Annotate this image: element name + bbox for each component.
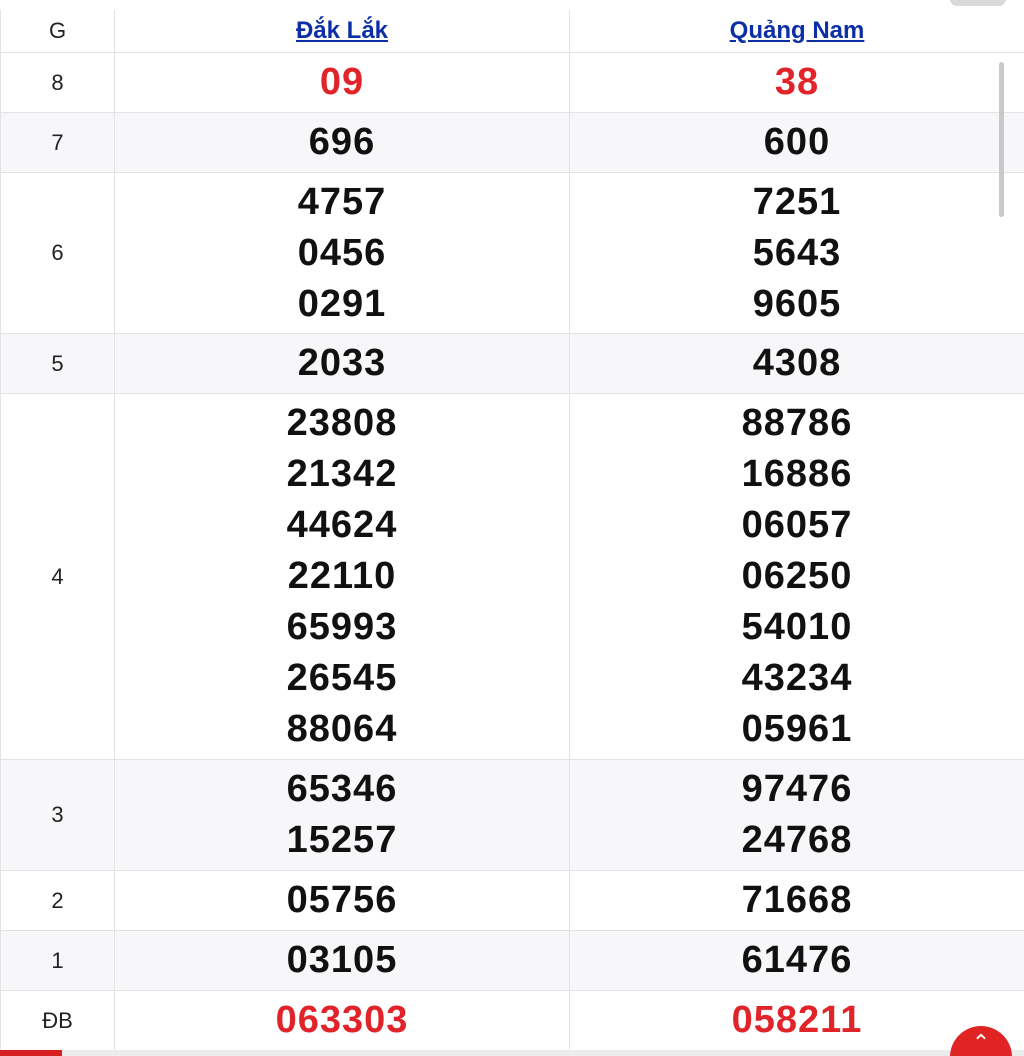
result-number: 9605 [752,282,842,325]
result-number: 0456 [297,231,387,274]
province-header-dak-lak [115,9,570,53]
prize-label: 8 [51,69,64,95]
result-number-list [570,398,1024,755]
result-number-list [115,117,569,168]
prize-label: 5 [51,350,64,376]
result-number: 22110 [287,555,397,597]
result-number-list [570,338,1024,389]
table-row [1,871,1024,931]
result-number: 05756 [286,879,398,921]
result-number: 06250 [741,555,853,597]
result-number: 65993 [286,606,398,648]
result-cell [115,53,570,113]
result-number: 26545 [286,657,398,699]
prize-cell [1,991,115,1051]
result-number-list [570,57,1024,108]
prize-label: 1 [51,947,64,973]
table-header [1,9,1024,53]
result-cell [115,394,570,760]
result-number: 24768 [741,819,853,861]
province-link-quang-nam[interactable]: Quảng Nam [729,16,865,44]
prize-cell [1,173,115,334]
result-number-list [570,177,1024,330]
result-cell [570,113,1024,173]
prize-label: ĐB [42,1007,73,1033]
result-number: 7251 [752,180,842,223]
table-row [1,334,1024,394]
result-number-list [115,177,569,330]
prize-cell [1,53,115,113]
bottom-tab-strip [0,1050,1024,1056]
prize-cell [1,113,115,173]
result-number: 16886 [741,453,853,495]
result-number: 88064 [286,708,398,750]
result-number: 06057 [741,504,853,546]
result-cell [115,334,570,394]
result-number-list [115,338,569,389]
province-link-dak-lak[interactable]: Đắk Lắk [295,16,389,44]
result-cell [115,931,570,991]
result-cell [570,334,1024,394]
result-cell [570,394,1024,760]
prize-cell [1,931,115,991]
prize-cell [1,760,115,871]
result-cell [115,991,570,1051]
result-number: 65346 [286,768,398,810]
chevron-up-icon: ⌃ [971,1030,991,1055]
result-cell [115,113,570,173]
result-cell [115,760,570,871]
result-number: 05961 [741,708,853,750]
result-number: 696 [308,121,376,163]
result-cell [570,173,1024,334]
result-number: 54010 [741,606,853,648]
result-number: 44624 [286,504,398,546]
status-bar [0,0,1024,10]
result-cell [570,53,1024,113]
result-number-list [115,995,569,1046]
result-number-list [570,117,1024,168]
result-cell [570,760,1024,871]
result-cell [570,871,1024,931]
result-cell [570,931,1024,991]
battery-icon [950,0,1006,6]
result-cell [115,871,570,931]
result-number: 058211 [731,999,863,1041]
prize-cell [1,334,115,394]
result-number: 5643 [752,231,842,274]
results-table [0,8,1024,1051]
result-number: 063303 [275,999,409,1041]
result-number: 2033 [297,342,387,384]
active-tab-indicator [0,1050,62,1056]
result-number: 97476 [741,768,853,810]
table-row [1,991,1024,1051]
clock-fragment [14,0,144,6]
result-number: 4308 [752,342,842,384]
table-row [1,113,1024,173]
prize-cell [1,871,115,931]
result-number-list [115,935,569,986]
province-header-quang-nam [570,9,1024,53]
scrollbar[interactable] [999,62,1004,217]
result-number-list [570,764,1024,866]
prize-label: 2 [51,887,64,913]
result-number-list [115,875,569,926]
result-number: 71668 [741,879,853,921]
prize-label: 4 [51,563,64,589]
result-number: 600 [763,121,831,163]
result-number: 88786 [741,402,853,444]
table-row [1,173,1024,334]
prize-label: 7 [51,129,64,155]
table-row [1,760,1024,871]
result-number: 61476 [741,939,853,981]
result-number: 21342 [286,453,398,495]
result-number-list [115,764,569,866]
table-row [1,931,1024,991]
result-number-list [570,875,1024,926]
prize-label: 3 [51,802,64,827]
result-number: 03105 [286,939,398,981]
result-number: 0291 [297,282,387,325]
result-number: 38 [774,61,820,103]
result-number: 15257 [286,819,398,861]
result-number-list [570,935,1024,986]
result-number: 43234 [741,657,853,699]
result-number: 4757 [297,180,387,223]
prize-label: 6 [51,240,64,265]
table-row [1,394,1024,760]
prize-cell [1,394,115,760]
result-cell [115,173,570,334]
result-number: 23808 [286,402,398,444]
prize-column-header [1,9,115,53]
result-number: 09 [319,61,365,103]
prize-column-label: G [48,17,67,43]
result-number-list [115,57,569,108]
result-number-list [115,398,569,755]
table-row [1,53,1024,113]
